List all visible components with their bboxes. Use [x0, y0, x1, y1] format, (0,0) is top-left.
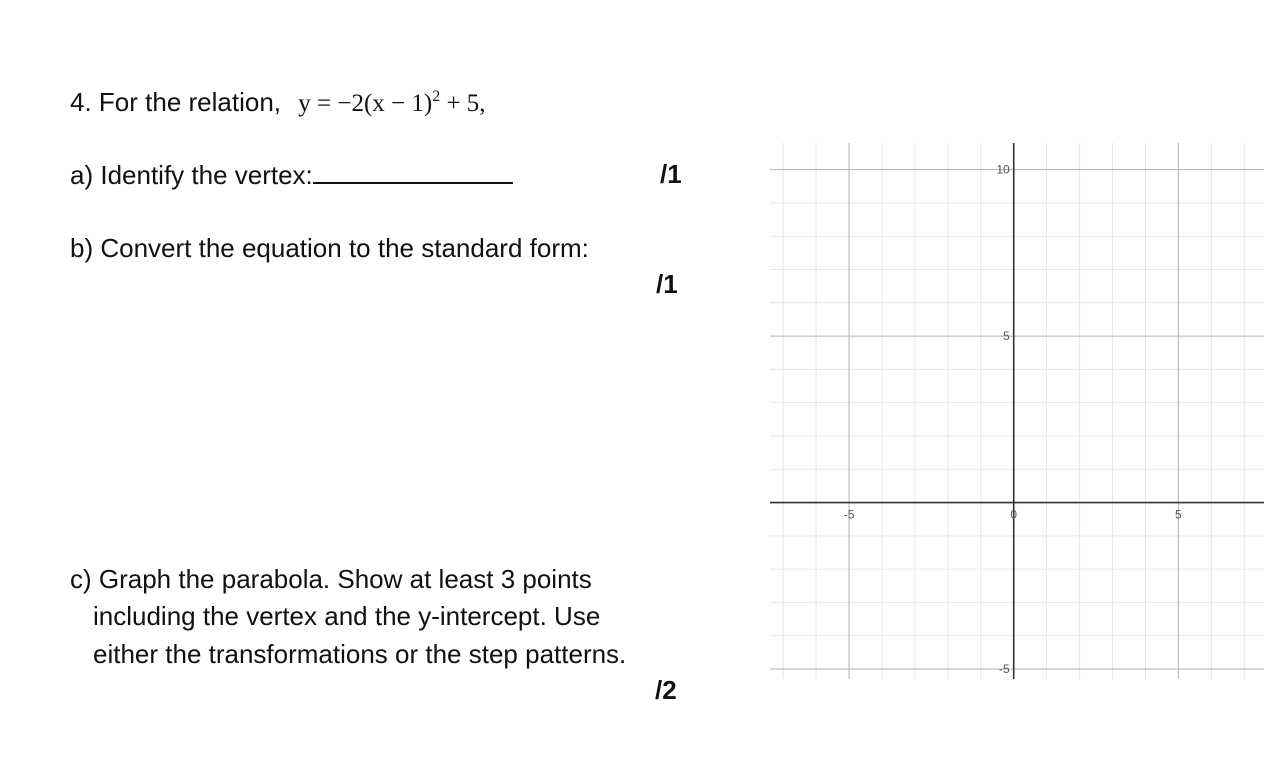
part-a-prompt — [70, 158, 513, 191]
y-tick-label: -5 — [999, 662, 1010, 677]
question-number: 4. — [70, 87, 92, 117]
x-tick-label: -5 — [843, 507, 855, 522]
equation-lhs: y = −2(x − 1) — [298, 90, 433, 117]
part-b-marks: /1 — [656, 269, 678, 299]
question-header — [70, 86, 486, 120]
x-tick-label: 5 — [1175, 507, 1182, 522]
part-b-prompt: b) Convert the equation to the standard form: — [70, 233, 589, 263]
y-tick-label: 5 — [1003, 329, 1010, 344]
question-intro: For the relation, — [98, 87, 282, 117]
x-tick-label: 0 — [1010, 507, 1018, 522]
equation-exponent: 2 — [432, 88, 441, 105]
vertex-answer-blank[interactable] — [313, 158, 513, 184]
coordinate-grid[interactable] — [770, 143, 1264, 679]
part-c-marks: /2 — [655, 675, 677, 705]
part-c-line-3: either the transformations or the step patterns. — [93, 639, 627, 669]
part-c-line-2: including the vertex and the y-intercept. Use — [93, 601, 601, 631]
part-c-line-1: c) Graph the parabola. Show at least 3 points — [70, 564, 592, 594]
y-tick-label: 10 — [996, 162, 1010, 177]
part-a-marks: /1 — [660, 159, 682, 189]
part-a-text: a) Identify the vertex: — [70, 160, 313, 190]
relation-equation — [298, 90, 485, 117]
equation-rhs: + 5, — [440, 90, 486, 117]
